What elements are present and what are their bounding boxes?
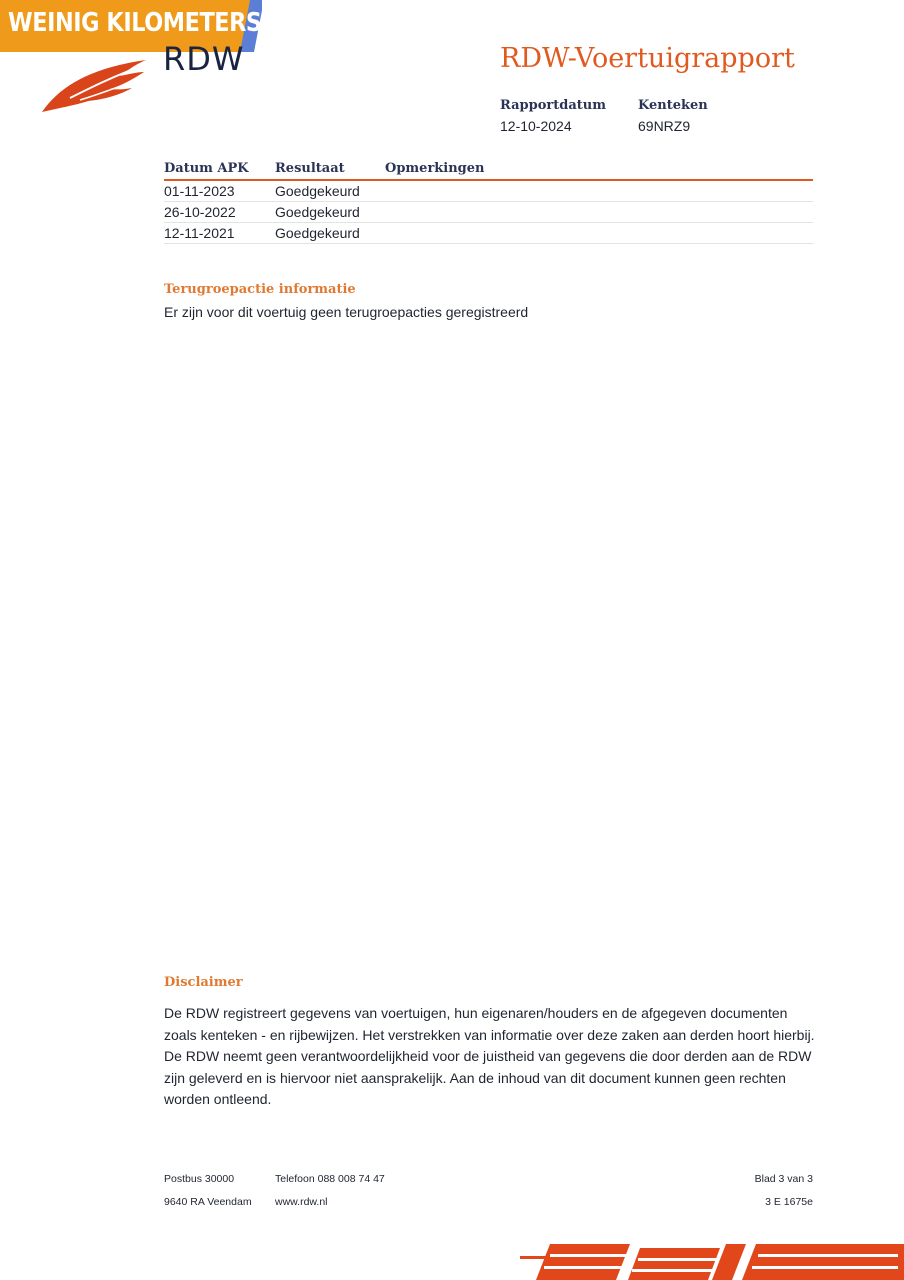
apk-result: Goedgekeurd [275, 225, 360, 241]
recall-section-title: Terugroepactie informatie [164, 282, 356, 297]
rdw-logo-text: RDW [163, 40, 245, 78]
table-row [164, 202, 813, 223]
license-plate-label: Kenteken [638, 98, 708, 113]
report-title: RDW-Voertuigrapport [500, 43, 795, 74]
table-row [164, 223, 813, 244]
footer-phone: Telefoon 088 008 74 47 [275, 1173, 385, 1185]
header-result: Resultaat [275, 161, 345, 176]
footer-postbus: Postbus 30000 [164, 1173, 235, 1185]
rdw-feather-icon [40, 56, 150, 116]
apk-date: 12-11-2021 [164, 225, 235, 241]
disclaimer-title: Disclaimer [164, 975, 243, 990]
header-remarks: Opmerkingen [385, 161, 485, 176]
apk-result: Goedgekeurd [275, 183, 360, 199]
apk-date: 26-10-2022 [164, 204, 236, 220]
apk-history-table [164, 160, 813, 244]
header-apk-date: Datum APK [164, 161, 249, 176]
disclaimer-text: De RDW registreert gegevens van voertuigen, hun eigenaren/houders en de afgegeven documenten zoals kenteken - en rijbewijzen. Het verstrekken van informatie over deze zaken aan derden hoort hierbij. De RDW neemt geen verantwoordelijkheid voor de juistheid van gegevens die door derden aan de RDW zijn geleverd en is hiervoor niet aansprakelijk. Aan de inhoud van dit document kunnen geen rechten worden ontleend. [164, 1005, 815, 1108]
footer-city: 9640 RA Veendam [164, 1196, 252, 1208]
apk-date: 01-11-2023 [164, 183, 235, 199]
recall-text: Er zijn voor dit voertuig geen terugroepacties geregistreerd [164, 304, 529, 320]
apk-result: Goedgekeurd [275, 204, 360, 220]
rdw-stripes-icon [520, 1244, 904, 1280]
report-date-value: 12-10-2024 [500, 118, 572, 134]
table-header [164, 160, 813, 181]
table-row [164, 181, 813, 202]
footer-page-number: Blad 3 van 3 [754, 1173, 813, 1185]
footer-website[interactable]: www.rdw.nl [275, 1196, 328, 1208]
report-date-label: Rapportdatum [500, 98, 606, 113]
license-plate-value: 69NRZ9 [638, 118, 691, 134]
footer-document-code: 3 E 1675e [765, 1196, 813, 1208]
banner-label: WEINIG KILOMETERS [8, 8, 262, 38]
